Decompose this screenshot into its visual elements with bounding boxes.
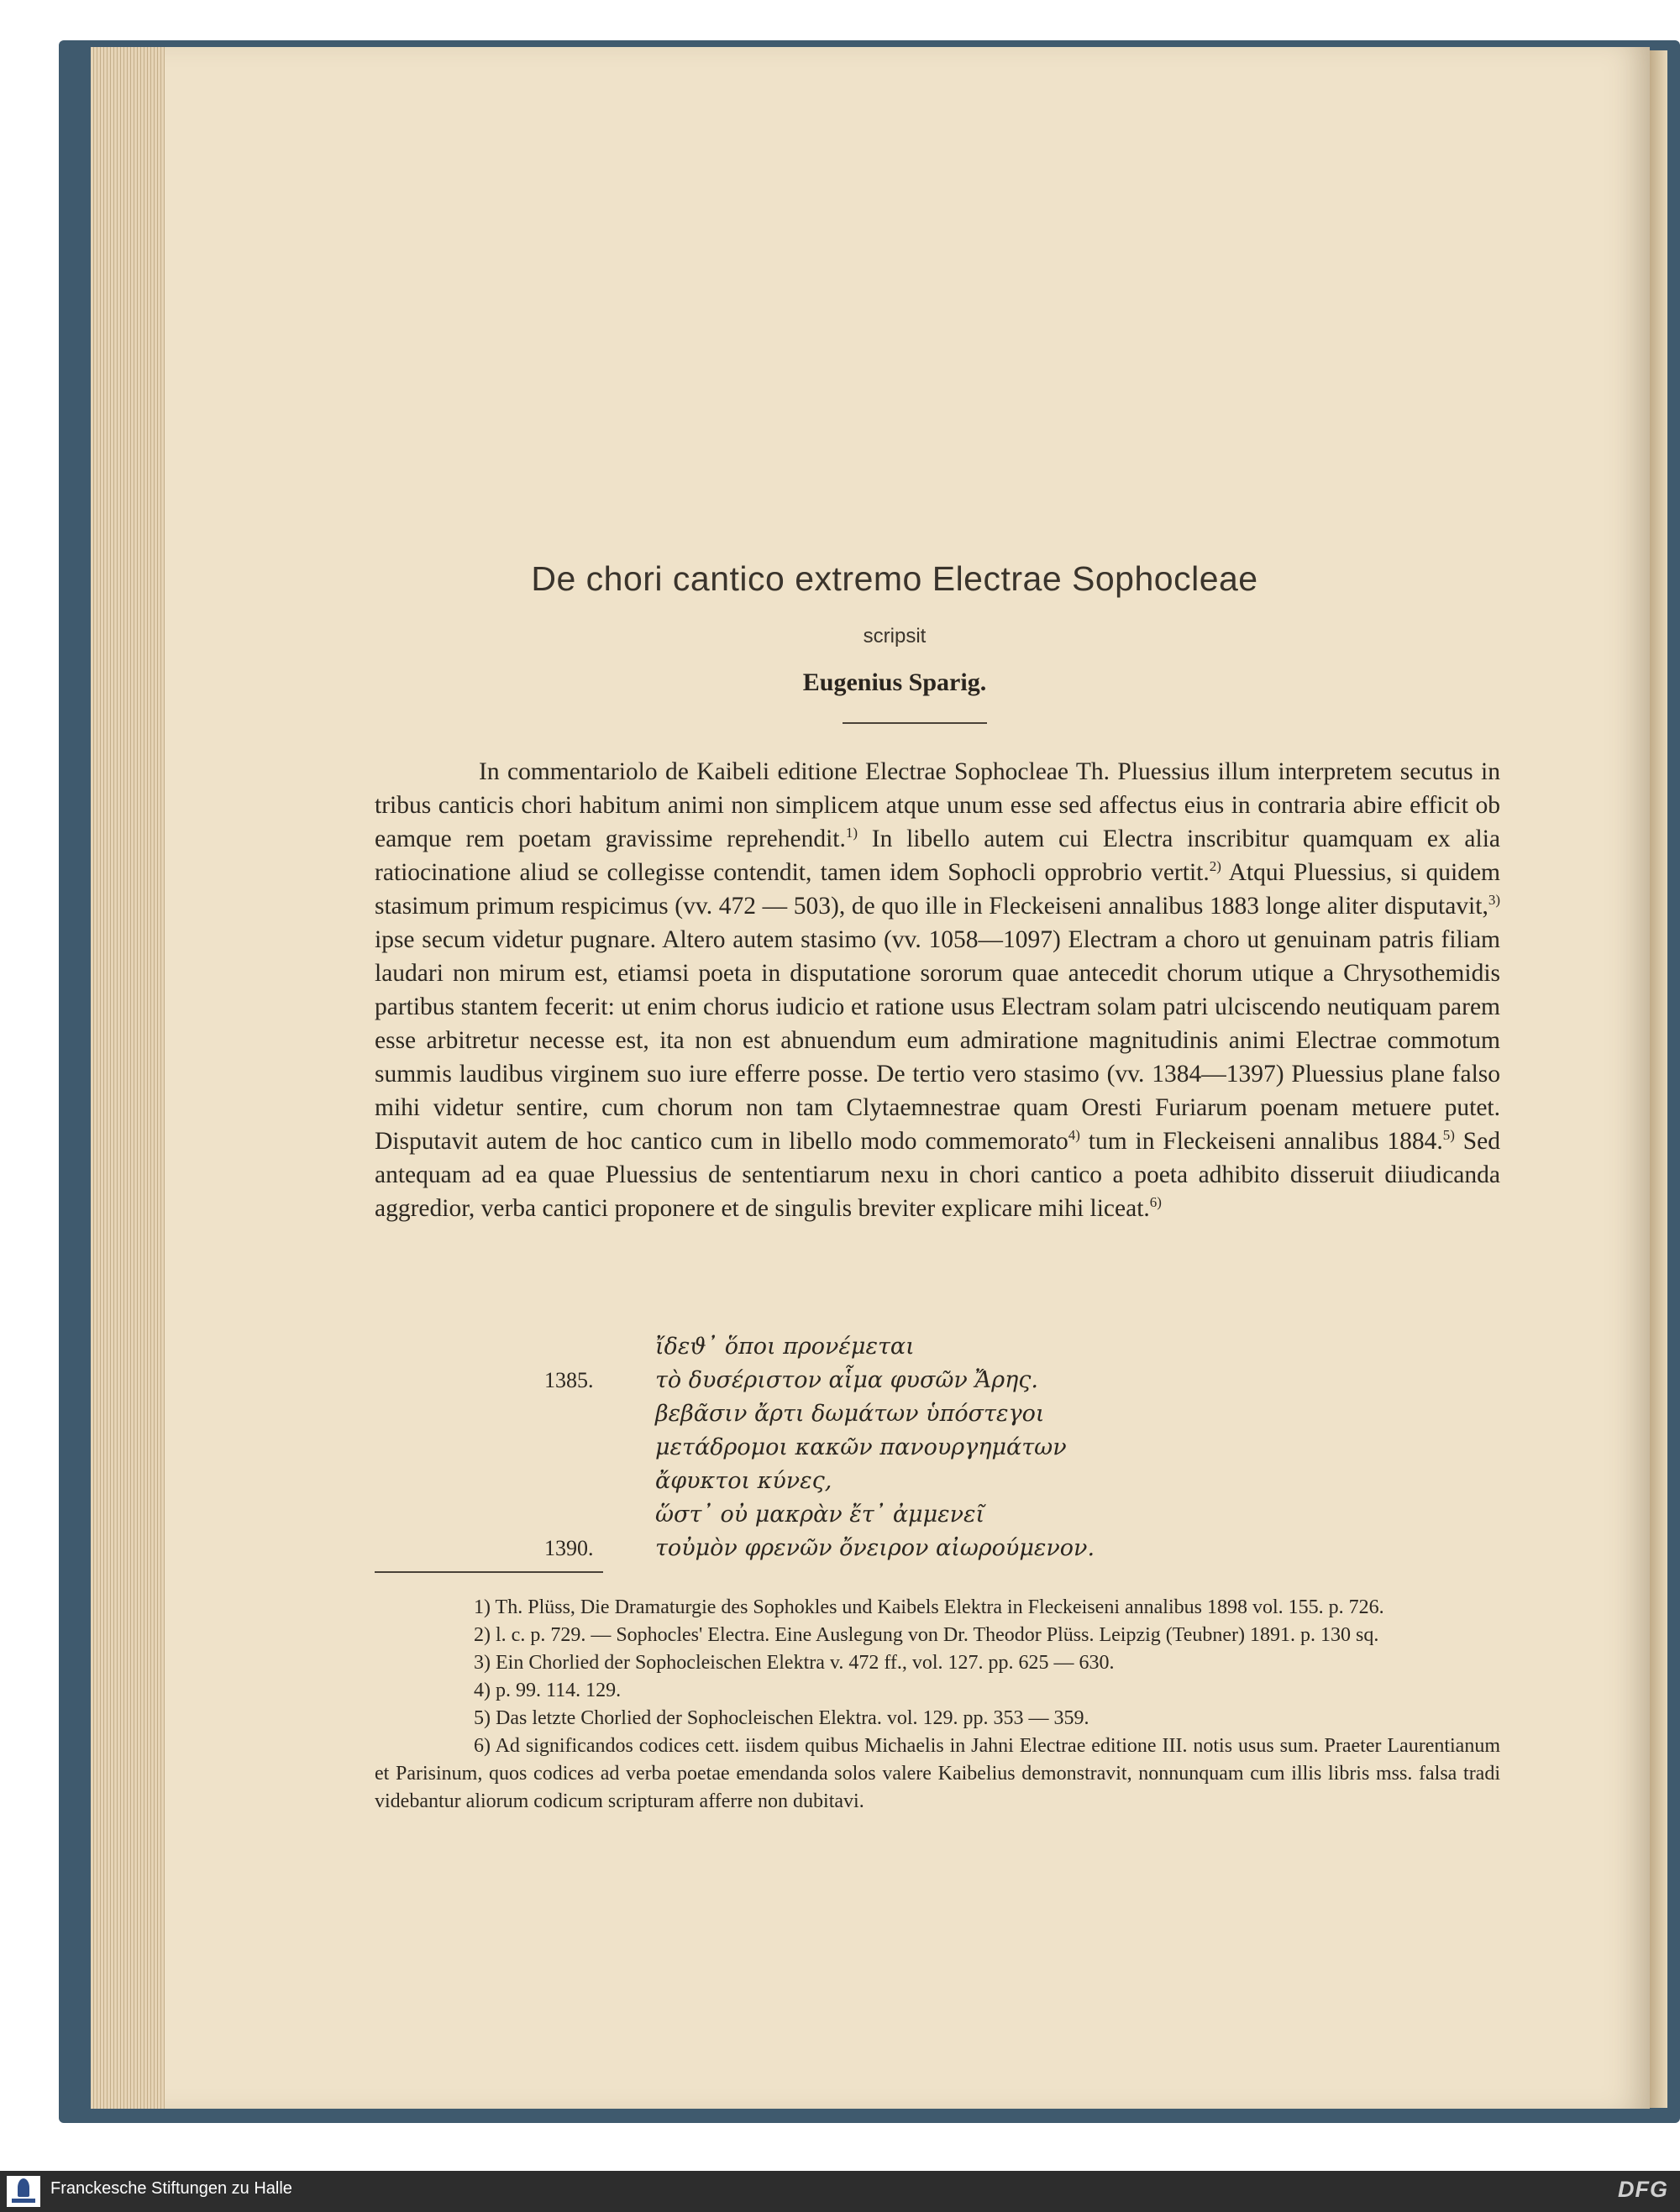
footnote-ref-6: 6) <box>1149 1194 1162 1211</box>
footnote: 4) p. 99. 114. 129. <box>474 1680 622 1701</box>
logo-base <box>12 2199 35 2203</box>
footnote: 6) Ad significandos codices cett. iisdem quibus Michaelis in Jahni Electrae editione III. notis usus sum. Praeter Laurentianum et Parisinum, quos codices ad verba poetae emendanda solos valere Kaibelius demonstravit, nonnunquam cum illis libris mss. falsa tradi videbantur aliorum codicum scripturam afferre non dubitavi. <box>375 1735 1500 1812</box>
verse-number: 1385. <box>544 1368 594 1392</box>
footnotes <box>375 1594 1500 1816</box>
text-run: In libello autem cui Electra inscribitur quamquam ex alia ratiocinatione aliud se collegisse contendit, tamen idem Sophocli opprobrio vertit. <box>375 826 1500 886</box>
text-run: tum in Fleckeiseni annalibus 1884. <box>1079 1128 1443 1155</box>
verse-line <box>655 1330 1294 1364</box>
footnote: 2) l. c. p. 729. — Sophocles' Electra. Eine Auslegung von Dr. Theodor Plüss. Leipzig (Teubner) 1891. p. 130 sq. <box>474 1624 1379 1646</box>
verse-text: τοὐμὸν φρενῶν ὄνειρον αἰωρούμενον. <box>655 1535 1095 1561</box>
institution-logo-icon[interactable] <box>7 2176 40 2207</box>
footnote-ref-5: 5) <box>1442 1127 1455 1144</box>
byline: scripsit <box>863 625 927 647</box>
institution-name[interactable]: Franckesche Stiftungen zu Halle <box>50 2179 292 2198</box>
page-edges <box>91 47 166 2109</box>
verse-text: μετάδρομοι κακῶν πανουργημάτων <box>655 1434 1067 1460</box>
footnote-ref-2: 2) <box>1209 858 1221 875</box>
verse-line <box>544 1532 1294 1565</box>
greek-verse-block <box>544 1330 1294 1565</box>
article-title: De chori cantico extremo Electrae Sophocleae <box>531 559 1258 598</box>
verse-line <box>655 1431 1294 1465</box>
verse-text: τὸ δυσέριστον αἷμα φυσῶν Ἄρης. <box>655 1367 1038 1393</box>
text-run: ipse secum videtur pugnare. Altero autem stasimo (vv. 1058—1097) Electram a choro ut genuinam patris filiam laudari non mirum est, etiamsi poeta in disputatione sororum quae antecedit chorum utique a Chrysothemidis partibus stantem fecerit: ut enim chorus iudicio et ratione usus Electram solam patri ulciscendo neutiquam parem esse arbitretur necesse est, ita non est abnuendum eum admiratione magnitudinis animi Electrae commotum summis laudibus virginem suo iure efferre posse. De tertio vero stasimo (vv. 1384—1397) Pluessius plane falso mihi videtur sentire, cum chorum non tam Clytaemnestrae quam Oresti Furiarum poenam metuere putet. Disputavit autem de hoc cantico cum in libello modo commemorato <box>375 926 1500 1155</box>
logo-figure <box>18 2178 29 2197</box>
verse-line <box>655 1465 1294 1498</box>
title-divider <box>843 722 987 724</box>
author-name: Eugenius Sparig. <box>802 668 987 696</box>
footnote-ref-1: 1) <box>845 825 858 841</box>
text-run: In commentariolo de Kaibeli editione Electrae Sophocleae Th. Pluessius illum interpretem secutus in tribus canticis chori habitum animi non simplicem atque unum esse sed affectus eius in contraria abire efficit ob eamque rem poetam gravissime reprehendit. <box>375 758 1500 852</box>
text-run: Atqui Pluessius, si quidem stasimum primum respicimus (vv. 472 — 503), de quo ille in Fleckeiseni annalibus 1883 longe aliter disputavit, <box>375 859 1500 920</box>
footnote: 1) Th. Plüss, Die Dramaturgie des Sophokles und Kaibels Elektra in Fleckeiseni annalibus 1898 vol. 155. p. 726. <box>474 1596 1384 1618</box>
footnote-ref-4: 4) <box>1068 1127 1080 1144</box>
verse-number: 1390. <box>544 1536 594 1560</box>
footnote: 5) Das letzte Chorlied der Sophocleischen Elektra. vol. 129. pp. 353 — 359. <box>474 1707 1089 1729</box>
dfg-logo[interactable]: DFG <box>1618 2177 1668 2202</box>
body-text <box>375 755 1500 1225</box>
verse-text: ἄφυκτοι κύνες, <box>655 1468 832 1494</box>
verse-text: βεβᾶσιν ἄρτι δωμάτων ὑπόστεγοι <box>655 1401 1045 1427</box>
footnote-divider <box>375 1571 603 1573</box>
verse-line <box>655 1397 1294 1431</box>
footnote-ref-3: 3) <box>1488 892 1500 909</box>
paragraph-1 <box>375 755 1500 1225</box>
verse-text: ὥστ᾽ οὐ μακρὰν ἔτ᾽ ἀμμενεῖ <box>655 1502 985 1528</box>
text-run: Sed antequam ad ea quae Pluessius de sententiarum nexu in chori cantico a poeta adhibito disseruit diiudicanda aggredior, verba cantici proponere et de singulis breviter explicare mihi liceat. <box>375 1128 1500 1222</box>
verse-text: ἴδεϑ᾽ ὅποι προνέμεται <box>655 1334 915 1360</box>
verse-line <box>544 1364 1294 1397</box>
footnote: 3) Ein Chorlied der Sophocleischen Elektra v. 472 ff., vol. 127. pp. 625 — 630. <box>474 1652 1115 1674</box>
viewer-footer <box>0 2171 1680 2212</box>
verse-line <box>655 1498 1294 1532</box>
